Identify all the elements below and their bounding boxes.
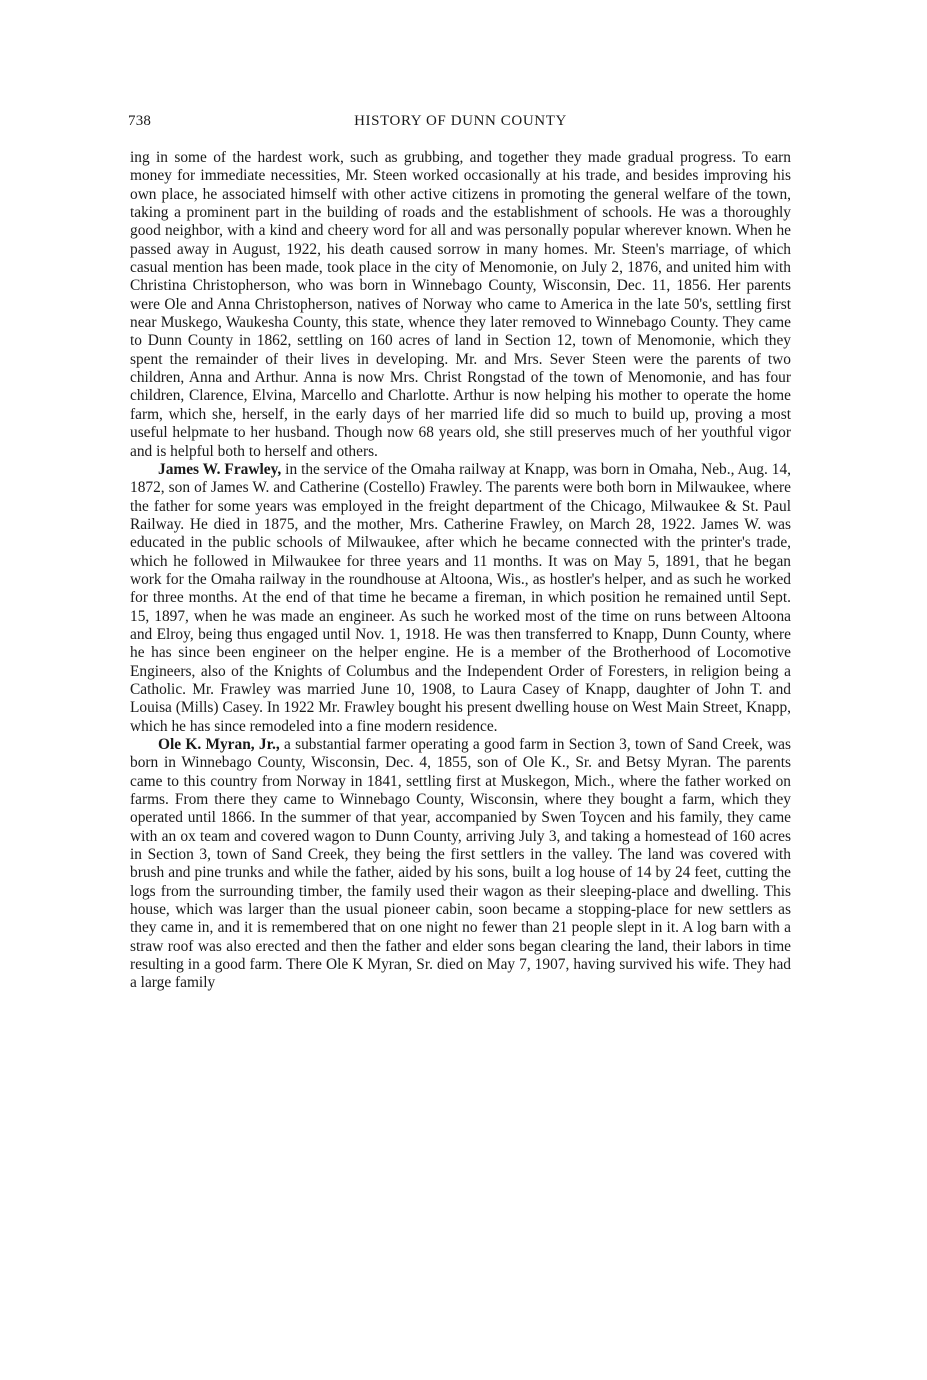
page-body <box>130 149 791 993</box>
page-number: 738 <box>128 113 152 129</box>
biography-name: James W. Frawley, <box>158 460 282 478</box>
paragraph-text: a substantial farmer operating a good farm in Section 3, town of Sand Creek, was born in Winnebago County, Wisconsin, Dec. 4, 1855, son of Ole K., Sr. and Betsy Myran. The parents came to this country from Norway in 1841, settling first at Muskegon, Mich., where the father worked on farms. From there they came to Winnebago County, Wisconsin, where they bought a farm, which they operated until 1866. In the summer of that year, accompanied by Swen Toycen and his family, they came with an ox team and covered wagon to Dunn County, arriving July 3, and taking a homestead of 160 acres in Section 3, town of Sand Creek, they being the first settlers in the valley. The land was covered with brush and pine trunks and while the father, aided by his sons, built a log house of 14 by 24 feet, cutting the logs from the surrounding timber, the family used their wagon as their sleeping-place and dwelling. This house, which was larger than the usual pioneer cabin, soon became a stopping-place for new settlers as they came in, and it is remembered that on one night no fewer than 21 people slept in it. A log barn with a straw roof was also erected and then the father and elder sons began clearing the land, their labors in time resulting in a good farm. There Ole K Myran, Sr. died on May 7, 1907, having survived his wife. They had a large family <box>130 736 792 992</box>
paragraph-text: ing in some of the hardest work, such as grubbing, and together they made gradual progress. To earn money for immediate necessities, Mr. Steen worked occasionally at his trade, and besides improving his own place, he associated himself with other active citizens in promoting the general welfare of the town, taking a prominent part in the building of roads and the establishment of schools. He was a thoroughly good neighbor, with a kind and cheery word for all and was personally popular wherever known. When he passed away in August, 1922, his death caused sorrow in many homes. Mr. Steen's marriage, of which casual mention has been made, took place in the city of Menomonie, on July 2, 1876, and united him with Christina Christopherson, who was born in Winnebago County, Wisconsin, Dec. 11, 1856. Her parents were Ole and Anna Christopherson, natives of Norway who came to America in the late 50's, settling first near Muskego, Waukesha County, this state, whence they later removed to Winnebago County. They came to Dunn County in 1862, settling on 160 acres of land in Section 12, town of Menomonie, which they spent the remainder of their lives in developing. Mr. and Mrs. Sever Steen were the parents of two children, Anna and Arthur. Anna is now Mrs. Christ Rongstad of the town of Menomonie, and has four children, Clarence, Elvina, Marcello and Charlotte. Arthur is now helping his mother to operate the home farm, which she, herself, in the early days of her married life did so much to build up, proving a most useful helpmate to her husband. Though now 68 years old, she still preserves much of her youthful vigor and is helpful both to herself and others. <box>130 149 791 460</box>
book-page <box>130 113 791 993</box>
paragraph-text: in the service of the Omaha railway at Knapp, was born in Omaha, Neb., Aug. 14, 1872, son of James W. and Catherine (Costello) Frawley. The parents were both born in Milwaukee, where the father for some years was employed in the freight department of the Chicago, Milwaukee & St. Paul Railway. He died in 1875, and the mother, Mrs. Catherine Frawley, on March 28, 1922. James W. was educated in the public schools of Milwaukee, after which he became connected with the printer's trade, which he followed in Milwaukee for three years and 11 months. It was on May 5, 1891, that he began work for the Omaha railway in the roundhouse at Altoona, Wis., as hostler's helper, and as such he worked for three months. At the end of that time he became a fireman, in which position he remained until Sept. 15, 1897, when he was made an engineer. As such he worked most of the time on runs between Altoona and Elroy, being thus engaged until Nov. 1, 1918. He was then transferred to Knapp, Dunn County, where he has since been engineer on the helper engine. He is a member of the Brotherhood of Locomotive Engineers, also of the Knights of Columbus and the Independent Order of Foresters, in religion being a Catholic. Mr. Frawley was married June 10, 1908, to Laura Casey of Knapp, daughter of John T. and Louisa (Mills) Casey. In 1922 Mr. Frawley bought his present dwelling house on West Main Street, Knapp, which he has since remodeled into a fine modern residence. <box>130 460 791 735</box>
biography-name: Ole K. Myran, Jr., <box>158 736 280 753</box>
paragraph-frawley <box>130 461 791 736</box>
paragraph-steen-continued <box>130 149 791 461</box>
paragraph-myran <box>130 736 791 993</box>
page-header <box>130 113 791 135</box>
running-head: HISTORY OF DUNN COUNTY <box>354 113 567 129</box>
